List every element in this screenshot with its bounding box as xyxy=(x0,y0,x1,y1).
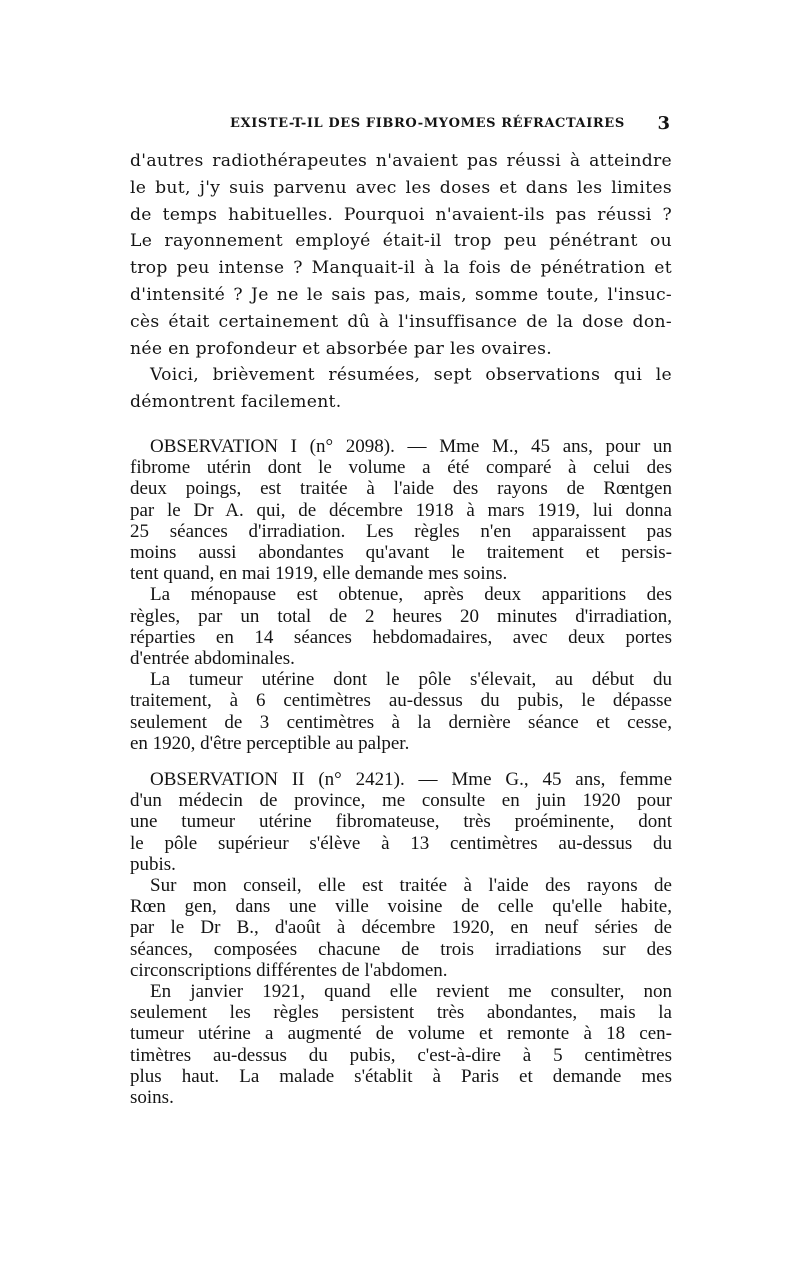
text-line: deux poings, est traitée à l'aide des rayons de Rœntgen xyxy=(130,478,672,500)
intro-text xyxy=(130,148,672,416)
text-line: pubis. xyxy=(130,853,176,875)
text-line: 25 séances d'irradiation. Les règles n'en apparaissent pas xyxy=(130,520,672,542)
text-line: tent quand, en mai 1919, elle demande mes soins. xyxy=(130,563,508,585)
page-number: 3 xyxy=(657,113,670,134)
text-line: circonscriptions différentes de l'abdomen. xyxy=(130,959,448,981)
text-line: plus haut. La malade s'établit à Paris et demande mes xyxy=(130,1065,672,1087)
observation-1 xyxy=(130,436,672,754)
text-line: de temps habituelles. Pourquoi n'avaient-ils pas réussi ? xyxy=(130,204,672,225)
text-line: par le Dr B., d'août à décembre 1920, en neuf séries de xyxy=(130,917,672,939)
text-line: En janvier 1921, quand elle revient me consulter, non xyxy=(150,981,672,1003)
text-line: Sur mon conseil, elle est traitée à l'aide des rayons de xyxy=(150,875,672,897)
text-line: trop peu intense ? Manquait-il à la fois de pénétration et xyxy=(130,258,672,279)
text-line: règles, par un total de 2 heures 20 minutes d'irradiation, xyxy=(130,605,672,627)
running-title: EXISTE-T-IL DES FIBRO-MYOMES RÉFRACTAIRES xyxy=(230,116,625,131)
text-line: le but, j'y suis parvenu avec les doses et dans les limites xyxy=(130,177,672,198)
text-line: une tumeur utérine fibromateuse, très proéminente, dont xyxy=(130,811,672,833)
text-line: née en profondeur et absorbée par les ovaires. xyxy=(130,338,552,359)
text-line: OBSERVATION I (n° 2098). — Mme M., 45 ans, pour un xyxy=(150,436,672,457)
text-line: moins aussi abondantes qu'avant le traitement et persis- xyxy=(130,542,672,564)
text-line: le pôle supérieur s'élève à 13 centimètres au-dessus du xyxy=(130,832,672,854)
text-line: Rœn gen, dans une ville voisine de celle qu'elle habite, xyxy=(130,896,672,918)
text-line: seulement de 3 centimètres à la dernière séance et cesse, xyxy=(130,711,672,733)
text-line: tumeur utérine a augmenté de volume et remonte à 18 cen- xyxy=(130,1023,672,1045)
text-line: OBSERVATION II (n° 2421). — Mme G., 45 ans, femme xyxy=(150,769,672,790)
text-line: La ménopause est obtenue, après deux apparitions des xyxy=(150,584,672,606)
text-line: par le Dr A. qui, de décembre 1918 à mars 1919, lui donna xyxy=(130,499,672,521)
text-line: Voici, brièvement résumées, sept observations qui le xyxy=(150,365,672,386)
text-line: d'intensité ? Je ne le sais pas, mais, somme toute, l'insuc- xyxy=(130,284,672,305)
text-line: séances, composées chacune de trois irradiations sur des xyxy=(130,938,672,960)
text-line: démontrent facilement. xyxy=(130,392,342,413)
text-line: fibrome utérin dont le volume a été comparé à celui des xyxy=(130,457,672,479)
text-line: d'entrée abdominales. xyxy=(130,648,295,670)
text-line: soins. xyxy=(130,1087,174,1109)
text-line: timètres au-dessus du pubis, c'est-à-dire à 5 centimètres xyxy=(130,1044,672,1066)
text-line: Le rayonnement employé était-il trop peu pénétrant ou xyxy=(130,231,672,252)
text-line: seulement les règles persistent très abondantes, mais la xyxy=(130,1002,672,1024)
text-line: en 1920, d'être perceptible au palper. xyxy=(130,732,410,754)
text-line: La tumeur utérine dont le pôle s'élevait, au début du xyxy=(150,669,672,691)
observation-2 xyxy=(130,769,672,1108)
page-header xyxy=(130,113,670,138)
text-line: cès était certainement dû à l'insuffisance de la dose don- xyxy=(130,311,672,332)
text-line: traitement, à 6 centimètres au-dessus du pubis, le dépasse xyxy=(130,690,672,712)
text-line: d'un médecin de province, me consulte en juin 1920 pour xyxy=(130,790,672,812)
text-line: réparties en 14 séances hebdomadaires, avec deux portes xyxy=(130,626,672,648)
text-line: d'autres radiothérapeutes n'avaient pas réussi à atteindre xyxy=(130,151,672,171)
